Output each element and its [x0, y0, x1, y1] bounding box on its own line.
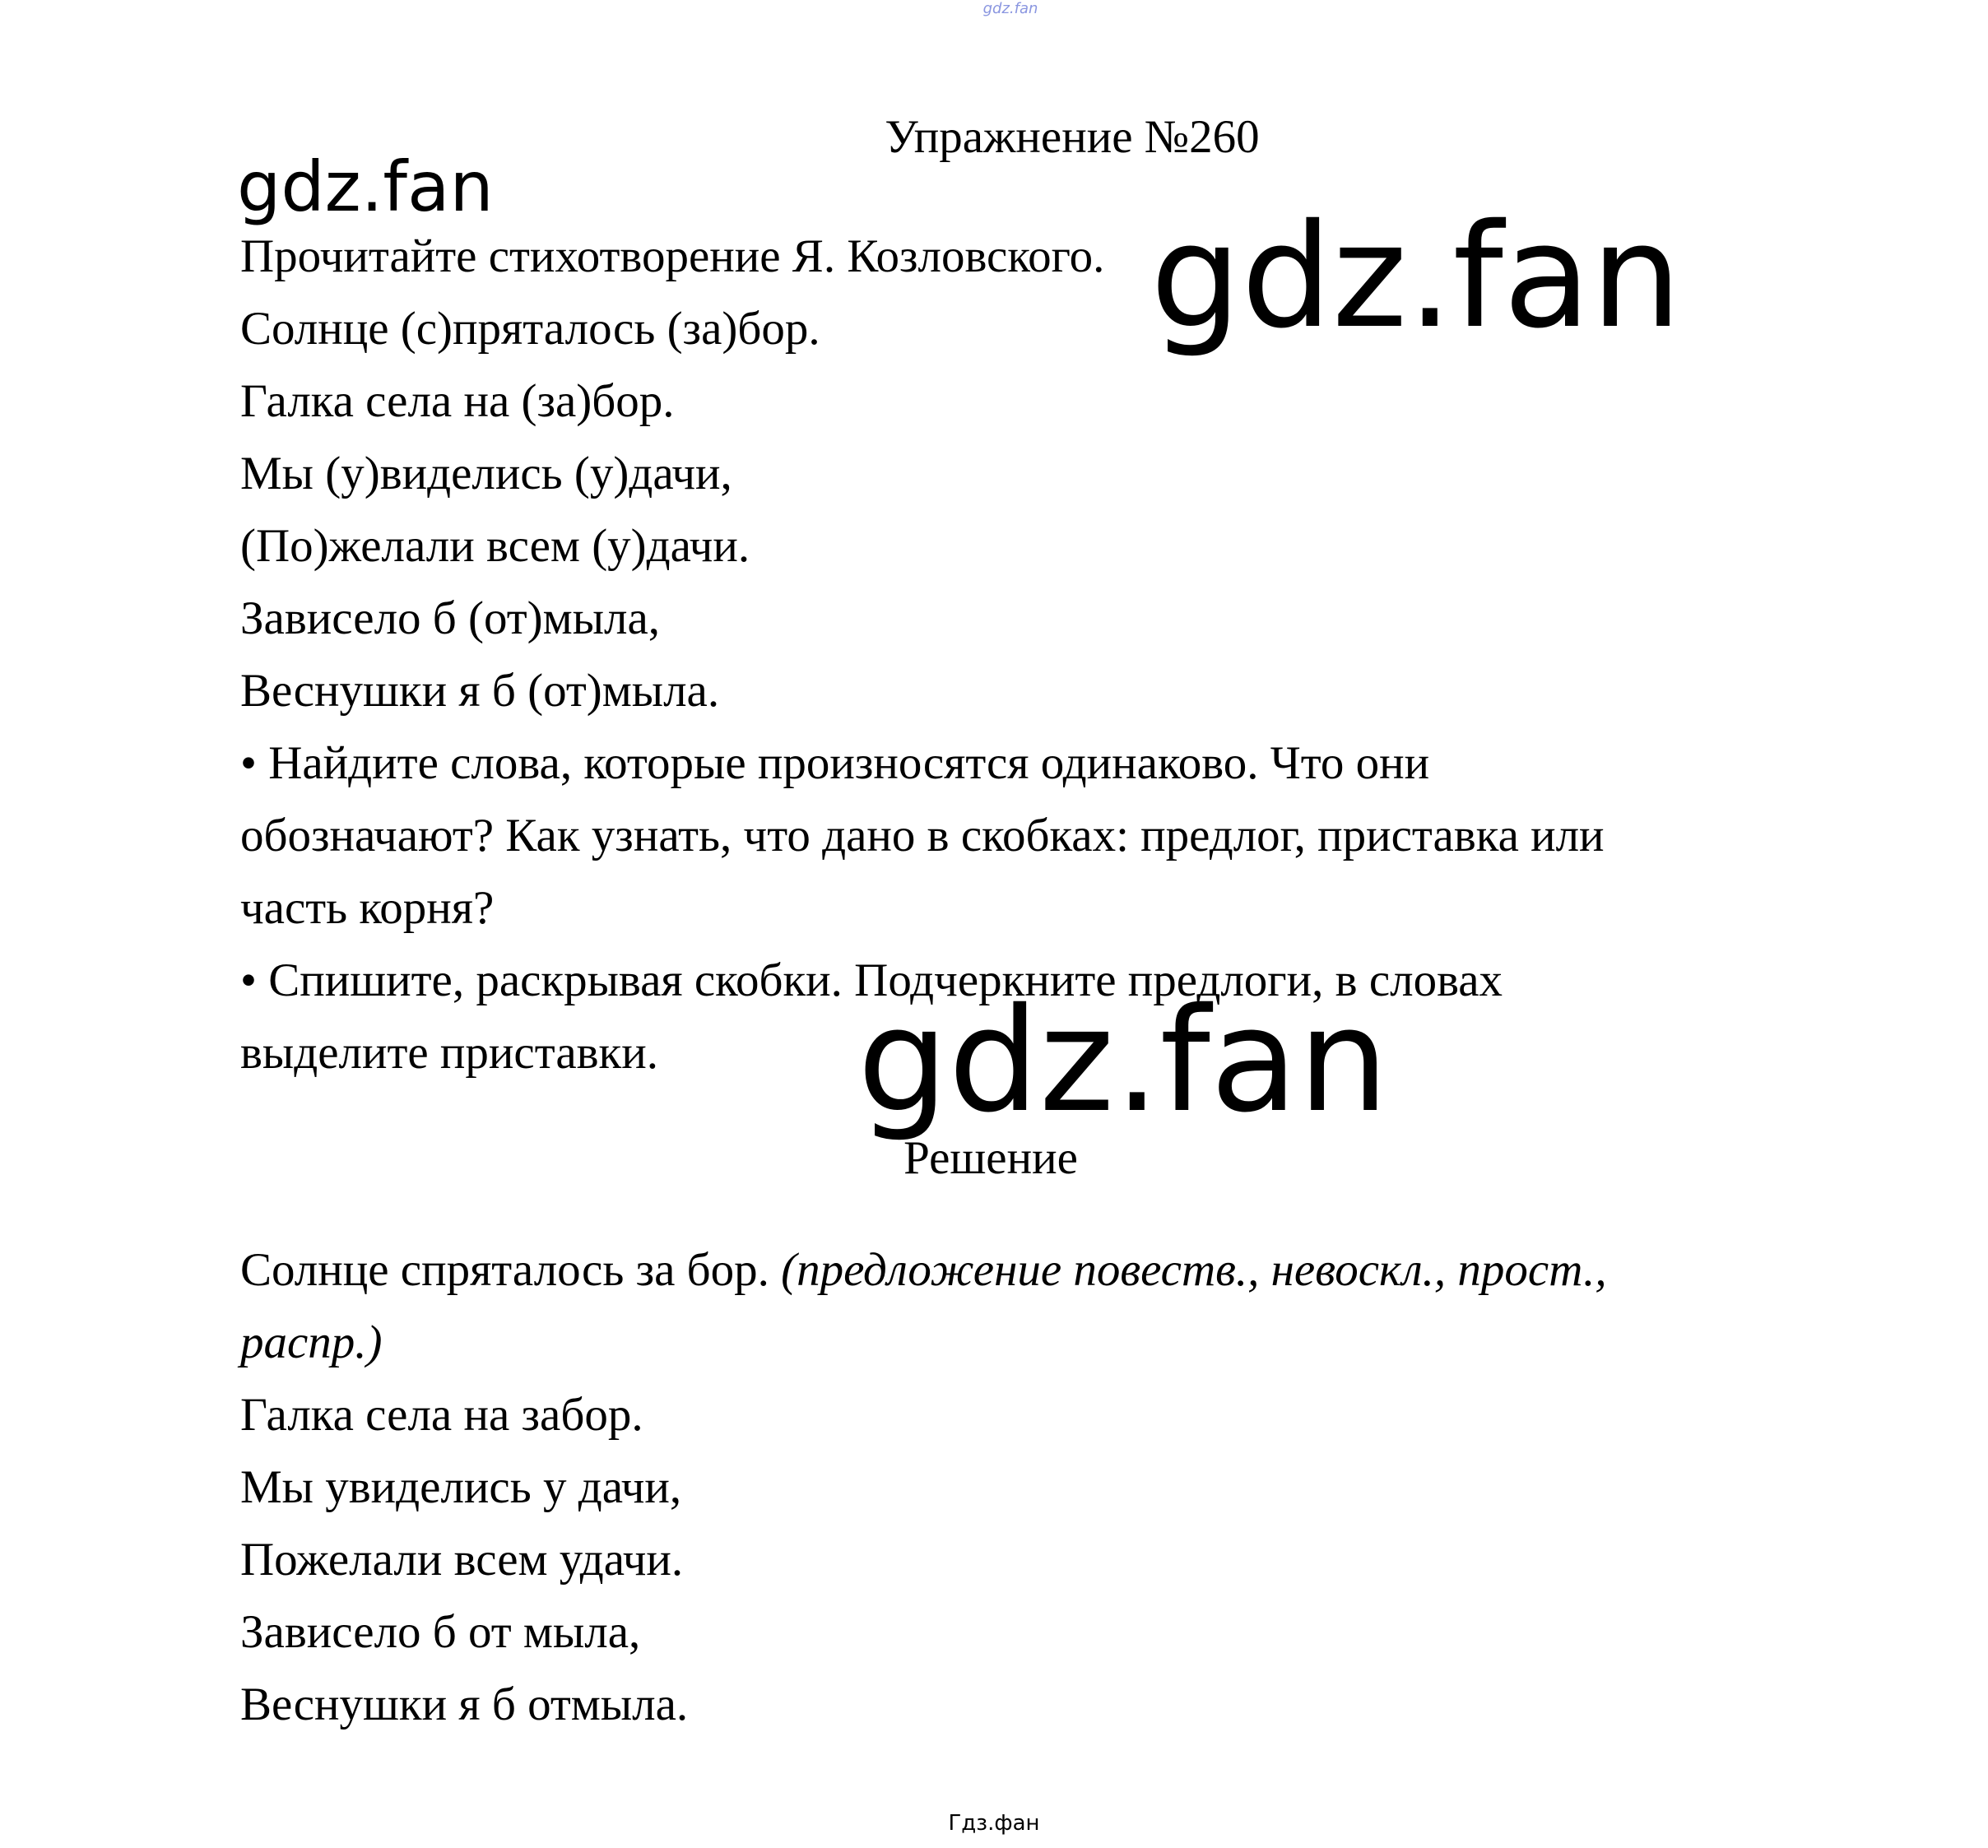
solution-line: Веснушки я б отмыла. [240, 1679, 689, 1730]
task-line: выделите приставки. [240, 1027, 658, 1079]
solution-line [240, 1234, 1721, 1307]
task-line: (По)желали всем (у)дачи. [240, 520, 750, 572]
watermark-large-top: gdz.fan [1150, 193, 1682, 360]
task-line: Мы (у)виделись (у)дачи, [240, 448, 732, 499]
task-line: • Найдите слова, которые произносятся одинаково. Что они [240, 737, 1430, 789]
task-line: • Спишите, раскрывая скобки. Подчеркните предлоги, в словах [240, 954, 1503, 1006]
solution-heading [0, 1130, 1988, 1187]
solution-line: Мы увиделись у дачи, [240, 1461, 682, 1513]
solution-line: Пожелали всем удачи. [240, 1534, 684, 1586]
solution-note: (предложение повеств., невоскл., прост., [781, 1244, 1607, 1296]
solution-note-continued: распр.) [240, 1316, 383, 1368]
task-line: обозначают? Как узнать, что дано в скобках: предлог, приставка или [240, 810, 1605, 861]
exercise-title: Упражнение №260 [885, 111, 1260, 163]
footer-watermark: Гдз.фан [948, 1811, 1040, 1836]
solution-heading-text: Решение [903, 1132, 1078, 1184]
task-line: Галка села на (за)бор. [240, 375, 675, 427]
solution-line-text: Солнце спряталось за бор. [240, 1244, 782, 1296]
solution-line: Зависело б от мыла, [240, 1606, 641, 1658]
top-watermark: gdz.fan [982, 0, 1038, 17]
solution-line: Галка села на забор. [240, 1389, 643, 1441]
solution-text [240, 1234, 1721, 1741]
task-line: Прочитайте стихотворение Я. Козловского. [240, 230, 1105, 282]
task-line: часть корня? [240, 882, 495, 934]
watermark-large-middle: gdz.fan [857, 977, 1389, 1145]
task-line: Солнце (с)пряталось (за)бор. [240, 303, 820, 355]
watermark-small: gdz.fan [237, 146, 494, 227]
task-line: Зависело б (от)мыла, [240, 592, 660, 644]
task-line: Веснушки я б (от)мыла. [240, 665, 720, 717]
